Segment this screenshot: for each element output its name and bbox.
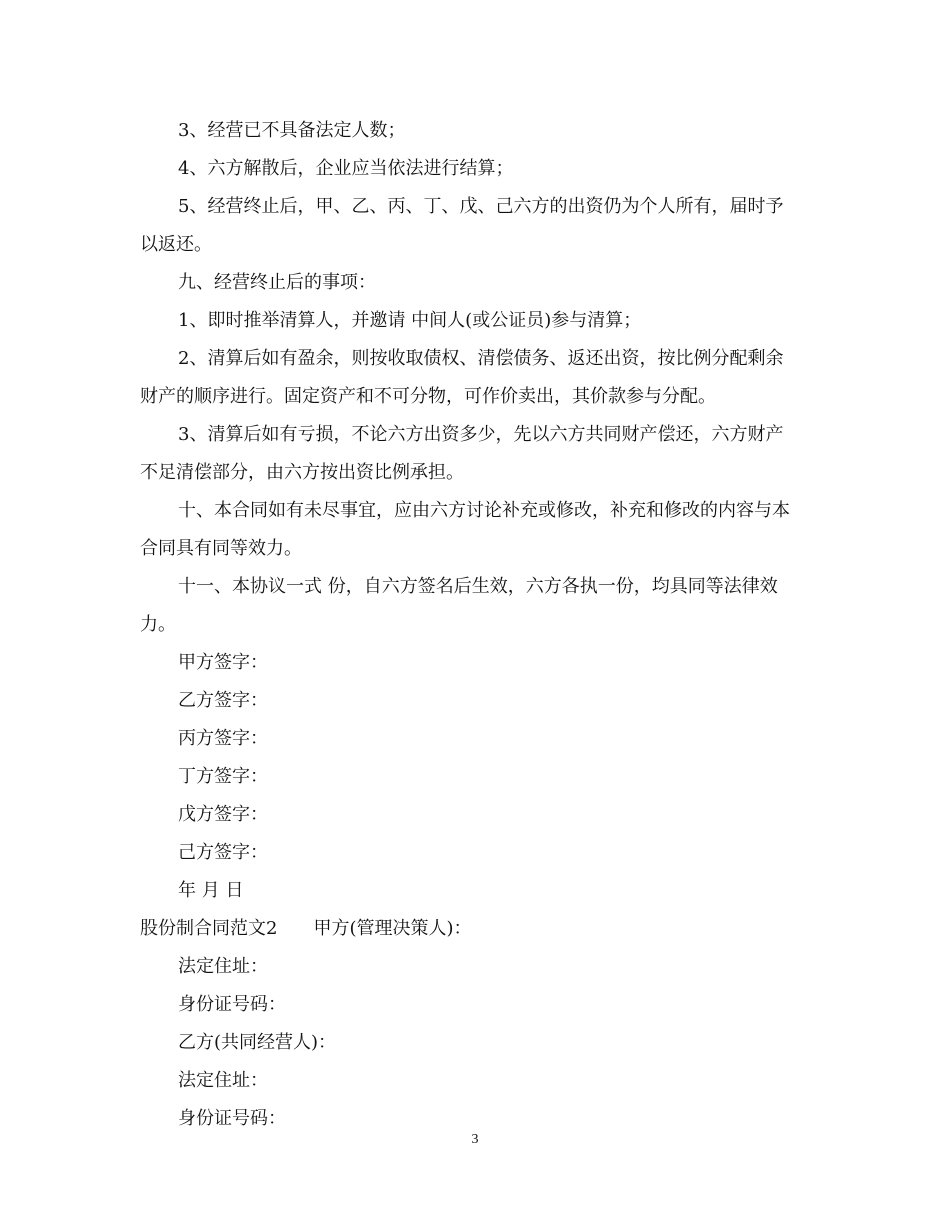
- paragraph: 1、即时推举清算人，并邀请 中间人(或公证员)参与清算；: [178, 310, 642, 331]
- page-number: 3: [471, 1132, 479, 1147]
- date-line: 年 月 日: [178, 880, 244, 901]
- paragraph: 5、经营终止后，甲、乙、丙、丁、戊、己六方的出资仍为个人所有，届时予以返还。: [140, 196, 784, 255]
- document-title-line: 股份制合同范文2 甲方(管理决策人)：: [140, 918, 472, 939]
- signature-line-jia: 甲方签字：: [178, 652, 268, 673]
- paragraph: 4、六方解散后，企业应当依法进行结算；: [178, 158, 514, 179]
- address-line: 法定住址：: [178, 956, 268, 977]
- paragraph: 2、清算后如有盈余，则按收取债权、清偿债务、返还出资，按比例分配剩余财产的顺序进行。固定资产和不可分物，可作价卖出，其价款参与分配。: [140, 348, 784, 407]
- paragraph: 十、本合同如有未尽事宜，应由六方讨论补充或修改，补充和修改的内容与本合同具有同等效力。: [140, 500, 790, 559]
- party-b-line: 乙方(共同经营人)：: [178, 1032, 337, 1053]
- document-body: [140, 112, 800, 1138]
- signature-line-ding: 丁方签字：: [178, 766, 268, 787]
- signature-line-yi: 乙方签字：: [178, 690, 268, 711]
- paragraph: 3、经营已不具备法定人数；: [178, 120, 406, 141]
- id-number-line: 身份证号码：: [178, 994, 286, 1015]
- address-line: 法定住址：: [178, 1070, 268, 1091]
- signature-line-ji: 己方签字：: [178, 842, 268, 863]
- section-heading: 九、经营终止后的事项：: [178, 272, 376, 293]
- signature-line-wu: 戊方签字：: [178, 804, 268, 825]
- paragraph: 3、清算后如有亏损，不论六方出资多少，先以六方共同财产偿还，六方财产不足清偿部分，由六方按出资比例承担。: [140, 424, 784, 483]
- id-number-line: 身份证号码：: [178, 1108, 286, 1129]
- paragraph: 十一、本协议一式 份，自六方签名后生效，六方各执一份，均具同等法律效力。: [140, 576, 778, 635]
- signature-line-bing: 丙方签字：: [178, 728, 268, 749]
